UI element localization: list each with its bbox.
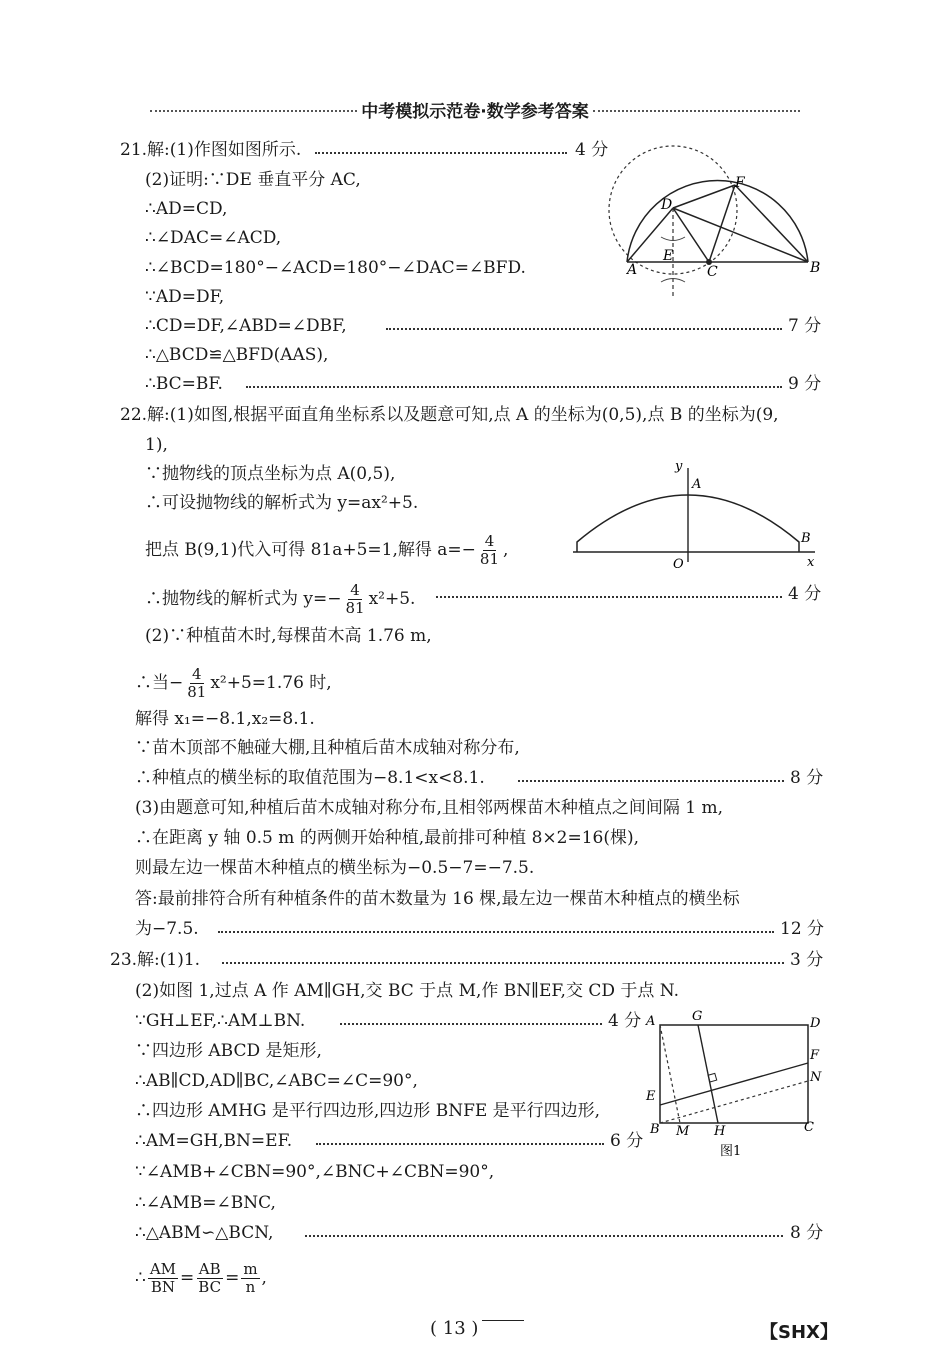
fraction-denominator: BN <box>150 1278 175 1296</box>
page-header <box>150 96 800 122</box>
fraction-numerator: 4 <box>192 665 202 683</box>
text-line: ∵苗木顶部不触碰大棚,且种植后苗木成轴对称分布, <box>135 738 520 758</box>
fig23-label: E <box>646 1089 656 1104</box>
fraction-numerator: AB <box>198 1260 221 1278</box>
fig22-label: x <box>807 555 815 570</box>
fig23-label: M <box>676 1124 690 1139</box>
fraction-denominator: n <box>245 1278 256 1296</box>
text-line: 解得 x₁=−8.1,x₂=8.1. <box>135 709 315 729</box>
fraction <box>185 666 208 701</box>
fraction-denominator: BC <box>198 1278 222 1296</box>
text-line: ∴AM=GH,BN=EF. <box>135 1131 293 1151</box>
score: 8 分 <box>790 768 824 788</box>
text-segment: ∴ <box>135 1268 146 1288</box>
fig23-caption: 图1 <box>720 1144 742 1159</box>
score: 4 分 <box>575 140 609 160</box>
fig21-label: D <box>661 197 673 213</box>
dot-leader <box>315 152 567 154</box>
text-line: 23.解:(1)1. <box>110 950 201 970</box>
dot-leader <box>222 962 784 964</box>
fraction <box>344 582 367 617</box>
text-line: ∴BC=BF. <box>145 374 223 394</box>
dot-leader <box>218 931 774 933</box>
text-segment: x²+5=1.76 时, <box>210 673 332 693</box>
text-line <box>135 666 332 701</box>
text-segment: , <box>503 540 509 560</box>
text-line: ∵AD=DF, <box>145 287 225 307</box>
text-line: ∴可设抛物线的解析式为 y=ax²+5. <box>145 493 419 513</box>
fig22-label: B <box>801 531 811 546</box>
score: 4 分 <box>788 584 822 604</box>
text-segment: , <box>261 1268 267 1288</box>
score: 4 分 <box>608 1011 642 1031</box>
fig21-label: E <box>663 248 674 264</box>
fraction <box>241 1261 259 1296</box>
text-line: ∵四边形 ABCD 是矩形, <box>135 1041 322 1061</box>
figure-21 <box>605 132 830 302</box>
text-line <box>145 533 508 568</box>
fraction-denominator: 81 <box>479 550 500 568</box>
text-line: ∵GH⊥EF,∴AM⊥BN. <box>135 1011 306 1031</box>
score: 3 分 <box>790 950 824 970</box>
text-line: 22.解:(1)如图,根据平面直角坐标系以及题意可知,点 A 的坐标为(0,5),点 B 的坐标为(9, <box>120 405 779 425</box>
text-line: ∴四边形 AMHG 是平行四边形,四边形 BNFE 是平行四边形, <box>135 1101 601 1121</box>
text-line: ∵∠AMB+∠CBN=90°,∠BNC+∠CBN=90°, <box>135 1162 495 1182</box>
text-line: 21.解:(1)作图如图所示. <box>120 140 302 160</box>
fig23-label: C <box>804 1120 814 1135</box>
text-line: 为−7.5. <box>135 919 199 939</box>
fig21-label: A <box>627 262 638 278</box>
score: 9 分 <box>788 374 822 394</box>
text-segment: ∴当− <box>135 673 184 693</box>
fraction <box>148 1261 178 1296</box>
text-line: ∴△ABM∽△BCN, <box>135 1223 274 1243</box>
fig23-label: B <box>650 1122 660 1137</box>
fraction-denominator: 81 <box>345 599 365 617</box>
text-segment: = <box>180 1268 195 1288</box>
text-line: (2)如图 1,过点 A 作 AM∥GH,交 BC 于点 M,作 BN∥EF,交 CD 于点 N. <box>135 981 679 1001</box>
text-line: (2)∵种植苗木时,每棵苗木高 1.76 m, <box>145 626 432 646</box>
header-dots-left <box>150 110 357 112</box>
dot-leader <box>340 1023 602 1025</box>
fraction <box>196 1261 223 1296</box>
text-line: (3)由题意可知,种植后苗木成轴对称分布,且相邻两棵苗木种植点之间间隔 1 m, <box>135 798 724 818</box>
text-segment: ∴抛物线的解析式为 y=− <box>145 589 342 609</box>
text-line: ∴AB∥CD,AD∥BC,∠ABC=∠C=90°, <box>135 1071 418 1091</box>
figure-22 <box>565 458 830 573</box>
text-line: ∴种植点的横坐标的取值范围为−8.1<x<8.1. <box>135 768 485 788</box>
figure-23 <box>640 1005 830 1165</box>
fraction-numerator: m <box>243 1260 258 1278</box>
score: 8 分 <box>790 1223 824 1243</box>
dot-leader <box>386 328 782 330</box>
fig23-label: D <box>810 1016 821 1031</box>
fig22-label: A <box>692 477 702 492</box>
dot-leader <box>518 780 784 782</box>
fraction <box>478 533 501 568</box>
fig23-label: F <box>810 1048 820 1063</box>
page-number: ( 13 ) <box>430 1318 479 1339</box>
text-line: ∴∠DAC=∠ACD, <box>145 228 282 248</box>
fig22-label: O <box>673 557 684 572</box>
text-line: ∴AD=CD, <box>145 199 228 219</box>
score: 6 分 <box>610 1131 644 1151</box>
fraction-numerator: 4 <box>350 581 360 599</box>
header-dots-right <box>593 110 800 112</box>
dot-leader <box>316 1143 604 1145</box>
score: 7 分 <box>788 316 822 336</box>
footer-mark: 【SHX】 <box>760 1322 838 1343</box>
fig21-label: F <box>735 175 745 191</box>
text-segment: = <box>225 1268 240 1288</box>
text-segment: x²+5. <box>368 589 416 609</box>
fig21-label: C <box>707 264 718 280</box>
fig23-label: N <box>810 1070 822 1085</box>
fig23-label: A <box>646 1014 656 1029</box>
text-line: ∵抛物线的顶点坐标为点 A(0,5), <box>145 464 396 484</box>
fig21-label: B <box>810 260 821 276</box>
text-line <box>135 1258 267 1298</box>
text-line: ∴∠BCD=180°−∠ACD=180°−∠DAC=∠BFD. <box>145 258 526 278</box>
text-line <box>145 582 415 617</box>
header-title: 中考模拟示范卷·数学参考答案 <box>361 101 589 122</box>
dot-leader <box>305 1235 783 1237</box>
fig23-label: H <box>714 1124 726 1139</box>
footer-rule <box>482 1320 524 1321</box>
fig23-label: G <box>692 1009 703 1024</box>
fraction-denominator: 81 <box>187 683 207 701</box>
fraction-numerator: 4 <box>484 532 495 550</box>
text-line: ∴在距离 y 轴 0.5 m 的两侧开始种植,最前排可种植 8×2=16(棵), <box>135 828 640 848</box>
fig22-label: y <box>675 459 683 474</box>
score: 12 分 <box>780 919 825 939</box>
text-line: ∴∠AMB=∠BNC, <box>135 1193 276 1213</box>
text-line: 则最左边一棵苗木种植点的横坐标为−0.5−7=−7.5. <box>135 858 535 878</box>
text-segment: 把点 B(9,1)代入可得 81a+5=1,解得 a=− <box>145 540 476 560</box>
dot-leader <box>246 386 782 388</box>
text-line: 1), <box>145 435 168 455</box>
dot-leader <box>436 596 782 598</box>
text-line: ∴△BCD≌△BFD(AAS), <box>145 345 329 365</box>
text-line: 答:最前排符合所有种植条件的苗木数量为 16 棵,最左边一棵苗木种植点的横坐标 <box>135 889 740 909</box>
text-line: (2)证明:∵DE 垂直平分 AC, <box>145 170 361 190</box>
text-line: ∴CD=DF,∠ABD=∠DBF, <box>145 316 347 336</box>
fraction-numerator: AM <box>149 1260 177 1278</box>
